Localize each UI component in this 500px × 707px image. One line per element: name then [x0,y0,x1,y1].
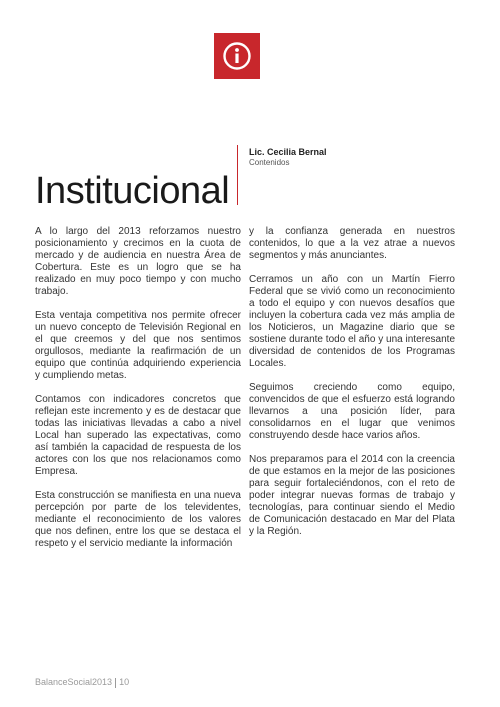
paragraph: A lo largo del 2013 reforzamos nuestro posicionamiento y crecimos en la cuota de mercado y de audiencia en nuestra Área de Cobertura. Este es un logro que se ha realizado en muy poco tiempo y con mucho trabajo. [35,226,241,297]
author-role: Contenidos [249,158,290,167]
footer-label: BalanceSocial2013 [35,677,113,687]
paragraph: Esta construcción se manifiesta en una nueva percepción por parte de los televidentes, mediante el reconocimiento de los valores que nos definen, entre los que se destaca el respeto y el servicio mediante la información [35,490,241,549]
paragraph: Cerramos un año con un Martín Fierro Federal que se vivió como un reconocimiento a todo el equipo y con nuevos desafíos que incluyen la cobertura cada vez más amplia de los Noticieros, un Magazine diario que se sostiene durante todo el año y una interesante diversidad de contenidos de los Programas Locales. [249,274,455,369]
paragraph: Seguimos creciendo como equipo, convencidos de que el esfuerzo está logrando llevarnos a una posición líder, para consolidarnos en el lugar que venimos construyendo desde hace varios años. [249,382,455,441]
paragraph: Esta ventaja competitiva nos permite ofrecer un nuevo concepto de Televisión Regional en el que creemos y del que nos sentimos orgullosos, mediante la reafirmación de un equipo que continúa adquiriendo experiencia y cumpliendo metas. [35,310,241,381]
title-divider [237,145,238,205]
left-column [35,226,241,562]
page-footer [35,677,129,688]
paragraph: y la confianza generada en nuestros contenidos, lo que a la vez atrae a nuevos segmentos y más anunciantes. [249,226,455,261]
author-name: Lic. Cecilia Bernal [249,147,327,157]
footer-separator [115,678,116,688]
info-icon [222,41,252,71]
author-block [249,147,449,168]
info-badge [214,33,260,79]
page-number: 10 [119,677,130,687]
paragraph: Nos preparamos para el 2014 con la creencia de que estamos en la mejor de las posiciones para seguir fortaleciéndonos, con el reto de poder integrar nuevas formas de trabajo y tecnologías, para continuar siendo el Medio de Comunicación destacado en Mar del Plata y la Región. [249,454,455,537]
paragraph: Contamos con indicadores concretos que reflejan este incremento y es de destacar que todas las iniciativas llevadas a cabo a nivel Local han superado las expectativas, como así también la capacidad de respuesta de los actores con los que nos relacionamos como Empresa. [35,394,241,477]
right-column [249,226,455,550]
page-title: Institucional [35,170,230,213]
